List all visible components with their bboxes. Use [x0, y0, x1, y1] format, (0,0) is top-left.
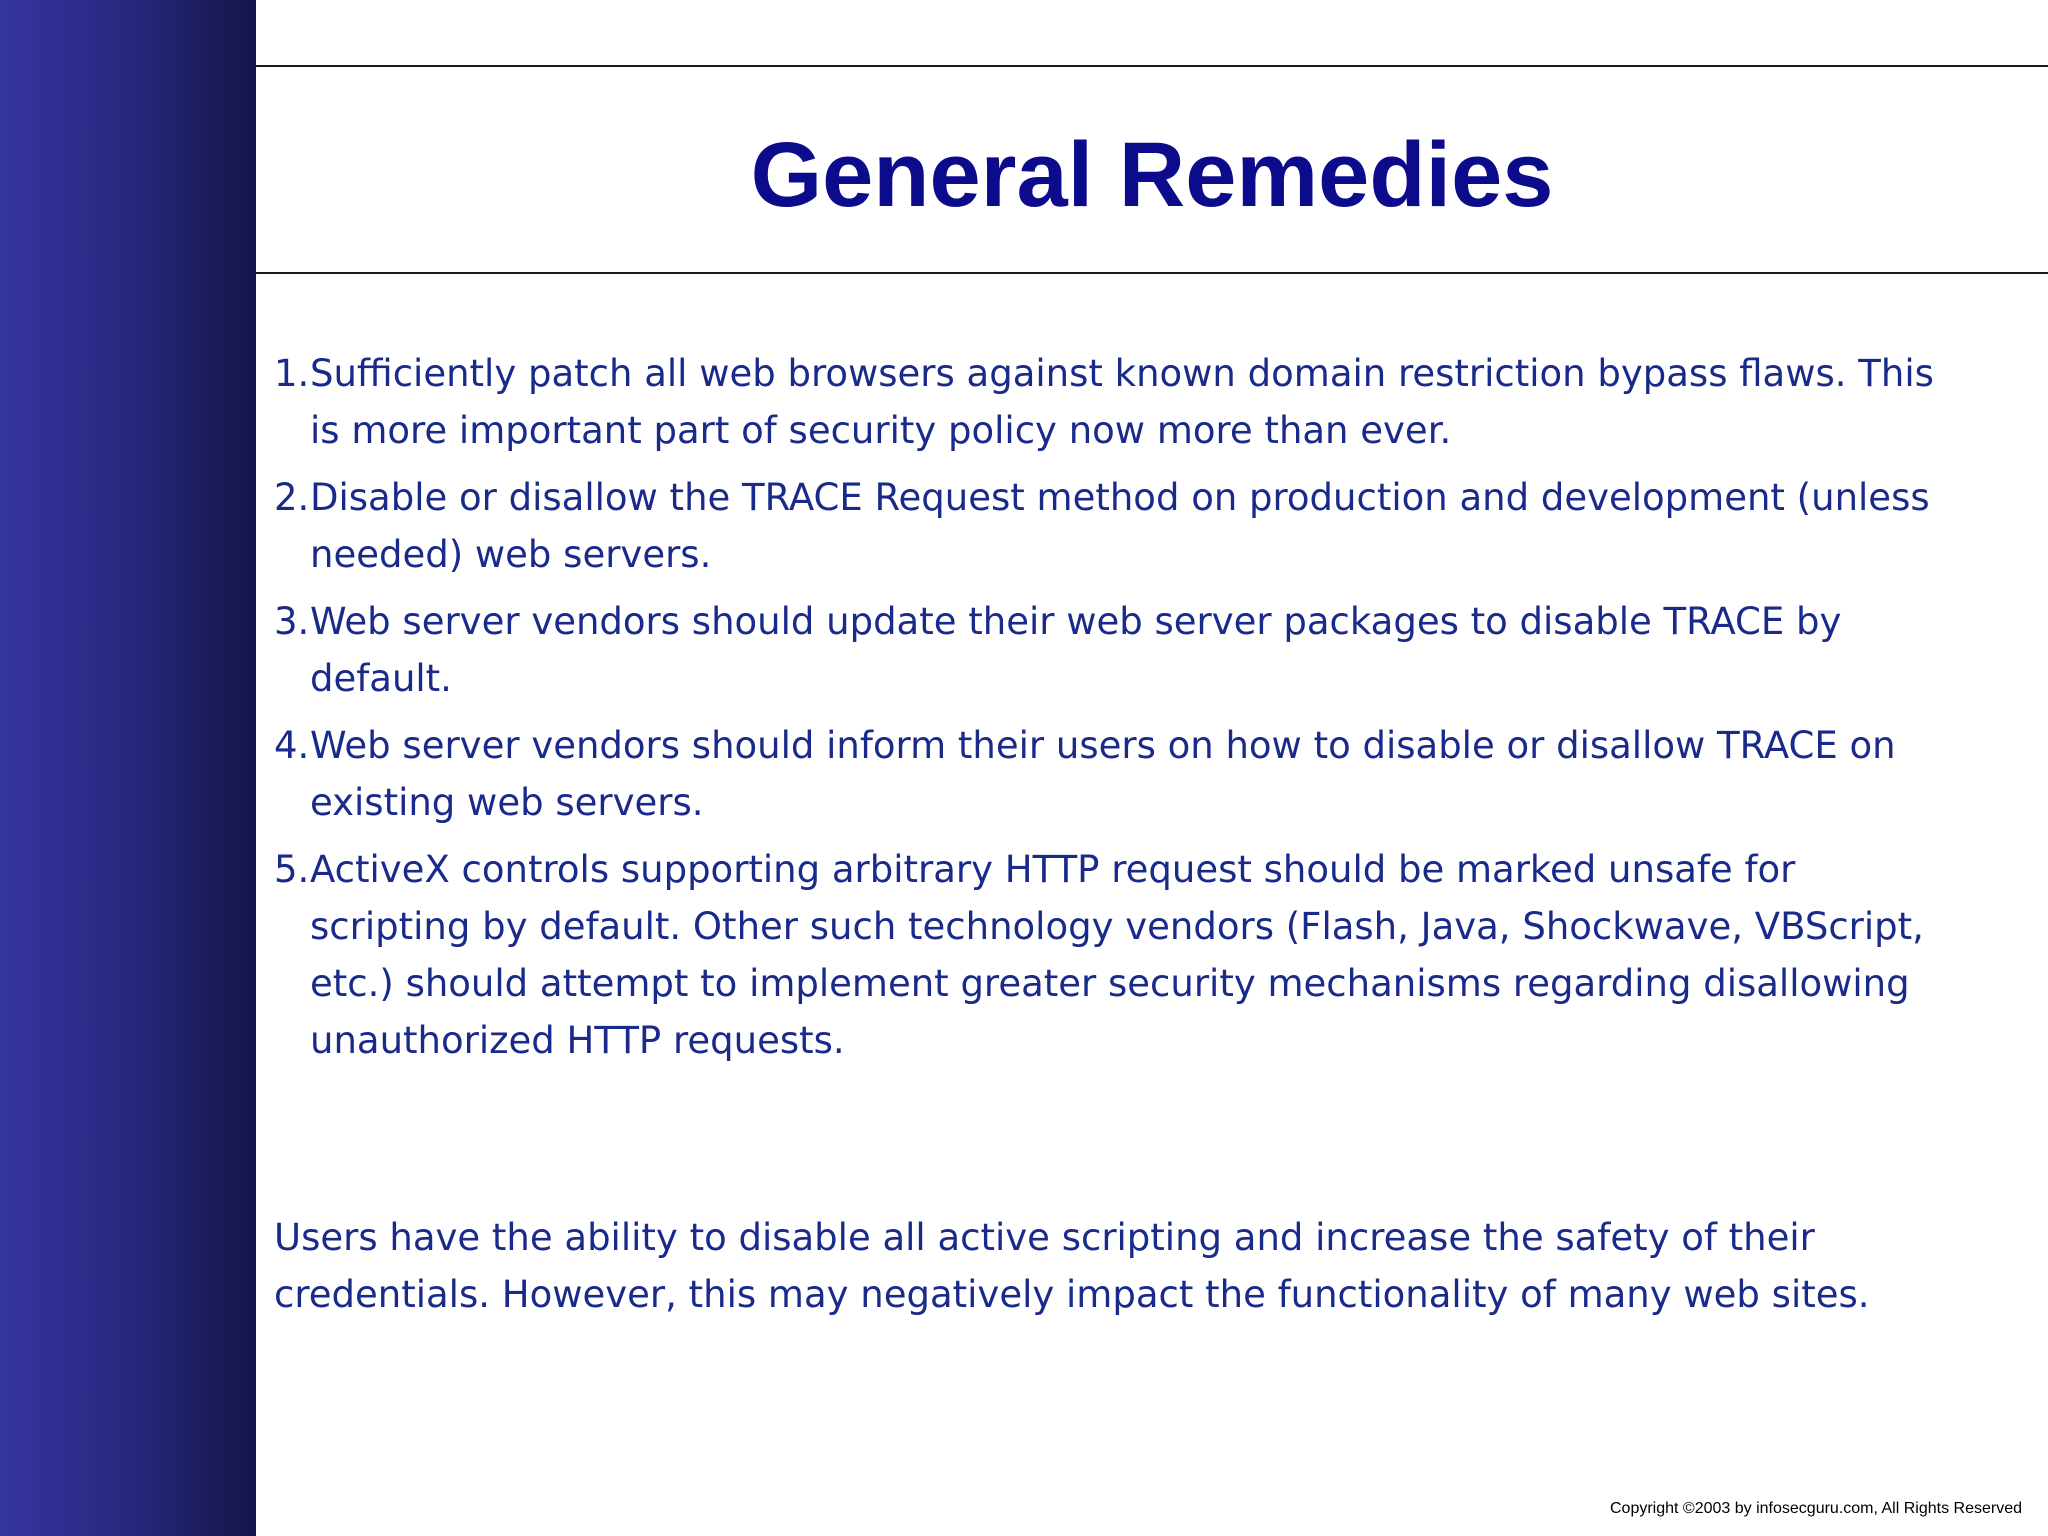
remedy-item [274, 841, 1934, 1069]
remedy-text: Web server vendors should inform their users on how to disable or disallow TRACE on existing web servers. [310, 724, 1896, 824]
remedy-number: 2. [274, 476, 310, 519]
remedy-item [274, 469, 1934, 583]
remedy-item [274, 593, 1934, 707]
copyright-notice: Copyright ©2003 by infosecguru.com, All Rights Reserved [1610, 1500, 2022, 1517]
remedy-text: ActiveX controls supporting arbitrary HTTP request should be marked unsafe for scripting by default. Other such technology vendors (Flash, Java, Shockwave, VBScript, etc.) should attempt to implement greater security mechanisms regarding disallowing unauthorized HTTP requests. [310, 848, 1924, 1062]
side-bar [0, 0, 256, 1536]
slide-title: General Remedies [750, 124, 1554, 226]
title-bottom-rule [256, 272, 2048, 274]
remedy-number: 4. [274, 724, 310, 767]
remedy-item [274, 345, 1934, 459]
remedy-text: Sufficiently patch all web browsers against known domain restriction bypass flaws. This is more important part of security policy now more than ever. [310, 352, 1934, 452]
title-top-rule [256, 65, 2048, 67]
remedy-number: 5. [274, 848, 310, 891]
remedy-text: Disable or disallow the TRACE Request method on production and development (unless needed) web servers. [310, 476, 1930, 576]
remedy-item [274, 717, 1934, 831]
remedy-text: Web server vendors should update their web server packages to disable TRACE by default. [310, 600, 1842, 700]
remedies-list [274, 345, 1934, 1079]
remedy-number: 3. [274, 600, 310, 643]
closing-note: Users have the ability to disable all active scripting and increase the safety of their credentials. However, this may negatively impact the functionality of many web sites. [274, 1216, 1870, 1316]
remedy-number: 1. [274, 352, 310, 395]
